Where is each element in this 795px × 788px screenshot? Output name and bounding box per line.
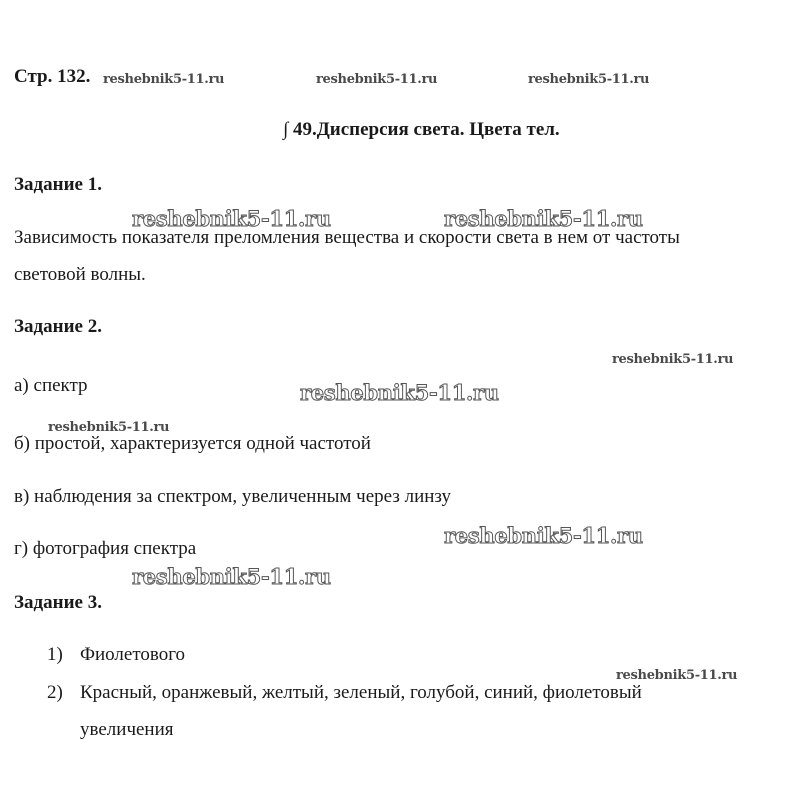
task-3-item-1-number: 1) [47, 644, 63, 665]
task-3-heading: Задание 3. [14, 592, 102, 613]
page-number: Стр. 132. [14, 66, 91, 87]
task-1-heading: Задание 1. [14, 174, 102, 195]
watermark: reshebnik5-11.ru [103, 72, 225, 87]
task-3-item-2-continuation: увеличения [80, 719, 174, 740]
watermark: reshebnik5-11.ru [48, 420, 170, 435]
watermark: reshebnik5-11.ru [528, 72, 650, 87]
watermark: reshebnik5-11.ru [316, 72, 438, 87]
watermark: reshebnik5-11.ru [132, 564, 331, 589]
watermark: reshebnik5-11.ru [616, 668, 738, 683]
watermark: reshebnik5-11.ru [132, 206, 331, 231]
task-1-text-line-2: световой волны. [14, 264, 146, 285]
task-2-heading: Задание 2. [14, 316, 102, 337]
task-3-item-2-number: 2) [47, 682, 63, 703]
watermark: reshebnik5-11.ru [300, 380, 499, 405]
section-title: ∫ 49.Дисперсия света. Цвета тел. [283, 119, 560, 140]
task-1-text-line-1: Зависимость показателя преломления вещества и скорости света в нем от частоты [14, 227, 680, 248]
task-3-item-2-text: Красный, оранжевый, желтый, зеленый, голубой, синий, фиолетовый [80, 682, 642, 703]
watermark: reshebnik5-11.ru [444, 206, 643, 231]
task-2-item-d: г) фотография спектра [14, 538, 197, 559]
watermark: reshebnik5-11.ru [612, 352, 734, 367]
task-2-item-c: в) наблюдения за спектром, увеличенным через линзу [14, 486, 452, 507]
task-3-item-1-text: Фиолетового [80, 644, 186, 665]
watermark: reshebnik5-11.ru [444, 523, 643, 548]
task-2-item-a: а) спектр [14, 375, 88, 396]
task-2-item-b: б) простой, характеризуется одной частотой [14, 433, 371, 454]
